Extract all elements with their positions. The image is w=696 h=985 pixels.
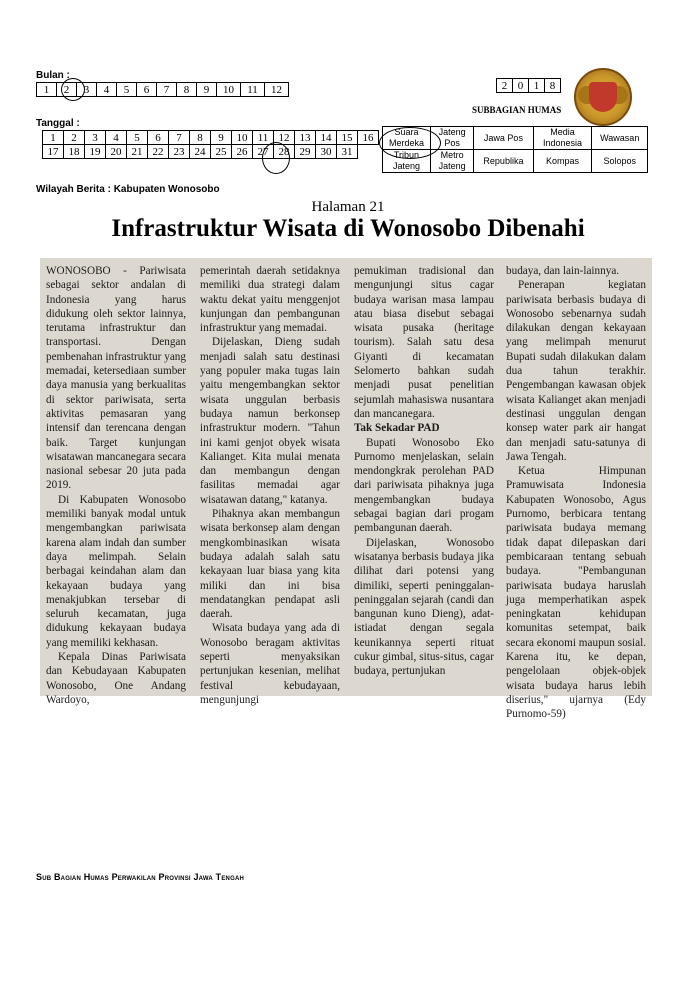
tgl-row1-cell: 14 (316, 131, 337, 145)
bulan-row-cell: 2 (57, 83, 77, 97)
bulan-label: Bulan : (36, 70, 70, 81)
tgl-row1-cell: 3 (85, 131, 106, 145)
bulan-row-cell: 11 (241, 83, 265, 97)
tgl-row1-cell: 2 (64, 131, 85, 145)
page-number: Halaman 21 (311, 199, 385, 215)
year-row-cell: 1 (529, 79, 545, 93)
bulan-row-cell: 12 (265, 83, 289, 97)
article-paragraph: Ketua Himpunan Pramuwisata Indonesia Kabupaten Wonosobo, Agus Purnomo, berbicara tentang pariwisata budaya memang tidak dapat dilepaskan dari pembicaraan tentang sebuah budaya. "Pembangunan pariwisata budaya haruslah juga memperhatikan aspek peningkatan kehidupan komunitas setempat, baik secara ekonomi maupun sosial. Karena itu, ke depan, pengelolaan objek-objek wisata budaya harus lebih diserius," ujarnya (Edy Purnomo-59) (506, 465, 646, 721)
tgl-row2-cell: 17 (43, 145, 64, 159)
bulan-row-cell: 9 (197, 83, 217, 97)
tgl-row1-cell: 7 (169, 131, 190, 145)
year-row-cell: 0 (513, 79, 529, 93)
org-name: SUBBAGIAN HUMAS (472, 105, 562, 115)
bulan-row-cell: 10 (217, 83, 241, 97)
tanggal-grid (42, 130, 379, 159)
article-paragraph: pemerintah daerah setidaknya memiliki dua strategi dalam waktu dekat yaitu menggenjot kunjungan dan pembangunan infrastruktur yang memadai. (200, 265, 340, 335)
article-column-2 (200, 264, 340, 707)
wilayah-berita: Wilayah Berita : Kabupaten Wonosobo (36, 184, 220, 195)
paper-row1-cell: Wawasan (592, 127, 648, 150)
tgl-row2-cell: 25 (211, 145, 232, 159)
article-paragraph: pemukiman tradisional dan mengunjungi situs cagar budaya warisan masa lampau atau biasa disebut sebagai wisata pusaka (heritage tourism). Salah satu desa Giyanti di kecamatan Selomerto bahkan sudah menjadi pusat penelitian sejumlah mahasiswa nusantara dan mancanegara. (354, 265, 494, 420)
bulan-row-cell: 6 (137, 83, 157, 97)
newspaper-selected-circle (379, 127, 441, 159)
article-paragraph: WONOSOBO - Pariwisata sebagai sektor andalan di Indonesia yang harus didukung oleh sektor lainnya, terutama infrastruktur dan transportasi. Dengan pembenahan infrastruktur yang memadai, ketersediaan sumber daya manusia yang berkualitas di sektor pariwisata, serta aktivitas pemasaran yang intensif dan terencana dengan baik. Target kunjungan wisatawan mancanegara secara nasional sebesar 20 juta pada 2019. (46, 265, 186, 492)
paper-row2-cell: Tribun Jateng (383, 150, 431, 173)
article-paragraph: Kepala Dinas Pariwisata dan Kebudayaan Kabupaten Wonosobo, One Andang Wardoyo, (46, 651, 186, 706)
year-grid (496, 78, 561, 93)
tgl-row1-cell: 12 (274, 131, 295, 145)
paper-row1-cell: Suara Merdeka (383, 127, 431, 150)
tgl-row1-cell: 15 (337, 131, 358, 145)
tgl-row1-cell: 9 (211, 131, 232, 145)
tgl-row2-cell: 31 (337, 145, 358, 159)
tgl-row2-cell: 26 (232, 145, 253, 159)
tanggal-selected-circle (262, 142, 290, 174)
bulan-row-cell: 5 (117, 83, 137, 97)
article-column-1 (46, 264, 186, 707)
article-column-3 (354, 264, 494, 679)
tgl-row2-cell: 19 (85, 145, 106, 159)
article-paragraph: budaya, dan lain-lainnya. (506, 265, 620, 277)
tgl-row1-cell: 11 (253, 131, 274, 145)
paper-row1-cell: Media Indonesia (533, 127, 592, 150)
paper-row2-cell: Republika (474, 150, 533, 173)
article-subheading: Tak Sekadar PAD (354, 422, 440, 435)
article-paragraph: Pihaknya akan membangun wisata berkonsep alam dengan mengkombinasikan wisata budaya adalah salah satu kekayaan luar biasa yang kita miliki dan ini bisa mendatangkan pendapat asli daerah. (200, 508, 340, 621)
paper-row1-cell: Jateng Pos (430, 127, 473, 150)
tgl-row2-cell: 18 (64, 145, 85, 159)
tgl-row1-cell: 10 (232, 131, 253, 145)
tgl-row2-cell: 29 (295, 145, 316, 159)
article-paragraph: Dijelaskan, Wonosobo wisatanya berbasis budaya jika dilihat dari potensi yang dimiliki, seperti peninggalan-peninggalan sejarah (candi dan bangunan kuno Dieng), adat-istiadat dengan segala keunikannya seperti rituat cukur gimbal, situs-situs, cagar budaya, pertunjukan (354, 536, 494, 678)
tgl-row2-cell: 30 (316, 145, 337, 159)
tgl-row1-cell: 5 (127, 131, 148, 145)
tgl-row2-cell: 20 (106, 145, 127, 159)
tgl-row2-cell: 27 (253, 145, 274, 159)
tgl-row2-cell: 22 (148, 145, 169, 159)
tgl-row2-cell: 24 (190, 145, 211, 159)
tgl-row2-cell: 28 (274, 145, 295, 159)
bulan-selected-circle (61, 78, 85, 101)
bulan-row-cell: 4 (97, 83, 117, 97)
tgl-row1-cell: 6 (148, 131, 169, 145)
tgl-row1-cell: 1 (43, 131, 64, 145)
tanggal-label: Tanggal : (36, 118, 80, 129)
tgl-row1-cell: 4 (106, 131, 127, 145)
tgl-row1-cell: 8 (190, 131, 211, 145)
article-paragraph: Bupati Wonosobo Eko Purnomo menjelaskan, selain mendongkrak perolehan PAD dari pariwisata pihaknya juga mengembangkan budaya sebagai bagian dari progam pembangunan daerah. (354, 436, 494, 535)
article-column-4 (506, 264, 646, 722)
garuda-emblem (574, 68, 632, 126)
article-title: Infrastruktur Wisata di Wonosobo Dibenahi (111, 215, 585, 242)
bulan-row-cell: 8 (177, 83, 197, 97)
tgl-row1-cell: 13 (295, 131, 316, 145)
article-paragraph: Di Kabupaten Wonosobo memiliki banyak modal untuk mengembangkan pariwisata karena alam indah dan sumber daya melimpah. Selain berbagai keindahan alam dan kekayaan budaya yang menakjubkan tersebar di seluruh kecamatan, juga didukung kekayaan budaya yang memiliki kekhasan. (46, 493, 186, 649)
bulan-row-cell: 1 (37, 83, 57, 97)
paper-row2-cell: Solopos (592, 150, 648, 173)
paper-row1-cell: Jawa Pos (474, 127, 533, 150)
bulan-row-cell: 3 (77, 83, 97, 97)
bulan-row-cell: 7 (157, 83, 177, 97)
article-paragraph: Penerapan kegiatan pariwisata berbasis budaya di Wonosobo sebenarnya sudah dilakukan dengan kekayaan yang melimpah menurut Bupati sudah dilakukan dalam dua tahun terakhir. Pengembangan kawasan objek wisata Kalianget akan menjadi destinasi unggulan dengan konsep water park air hangat dan menjadi satu-satunya di Jawa Tengah. (506, 279, 646, 463)
newspaper-clipping (40, 258, 652, 721)
year-row-cell: 2 (497, 79, 513, 93)
tgl-row1-cell: 16 (358, 131, 379, 145)
tgl-row2-cell: 21 (127, 145, 148, 159)
tgl-row2-cell: 23 (169, 145, 190, 159)
article-paragraph: Wisata budaya yang ada di Wonosobo beragam aktivitas seperti menyaksikan pertunjukan kesenian, melihat festival kebudayaan, mengunjungi (200, 622, 340, 706)
article-paragraph: Dijelaskan, Dieng sudah menjadi salah satu destinasi yang populer maka tugas lain yaitu mengembangkan sektor wisata unggulan berbasis budaya namun berkonsep infrastruktur modern. "Tahun ini kami genjot obyek wisata Kalianget. Kita mulai menata dan membangun dengan fasilitas memadai agar wisatawan datang," katanya. (200, 336, 340, 506)
paper-row2-cell: Metro Jateng (430, 150, 473, 173)
paper-row2-cell: Kompas (533, 150, 592, 173)
year-row-cell: 8 (545, 79, 561, 93)
footer-text: Sub Bagian Humas Perwakilan Provinsi Jawa Tengah (36, 872, 245, 882)
